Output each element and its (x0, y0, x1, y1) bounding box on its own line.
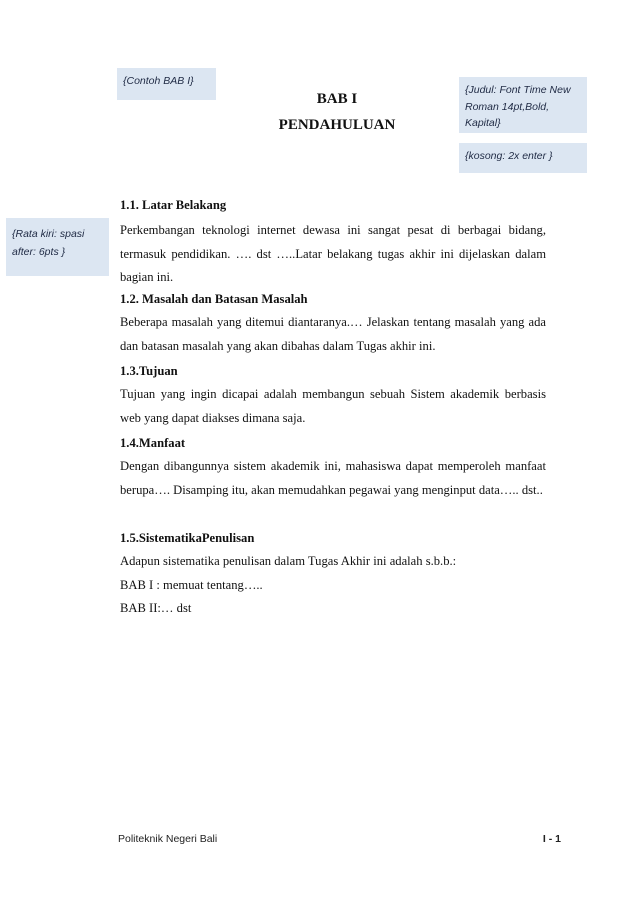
section-sistematika (120, 526, 546, 621)
note-contoh-bab: {Contoh BAB I} (117, 68, 216, 100)
section-paragraph: Dengan dibangunnya sistem akademik ini, mahasiswa dapat memperoleh manfaat berupa…. Disamping itu, akan memudahkan pegawai yang menginput data….. dst.. (120, 459, 546, 497)
section-list-item: BAB II:… dst (120, 601, 192, 616)
section-heading: 1.4.Manfaat (120, 436, 186, 450)
section-tujuan (120, 359, 546, 430)
section-heading: 1.1. Latar Belakang (120, 198, 227, 212)
footer-institution: Politeknik Negeri Bali (118, 833, 218, 845)
section-heading: 1.3.Tujuan (120, 364, 178, 378)
note-judul-format: {Judul: Font Time New Roman 14pt,Bold, Kapital} (459, 77, 587, 133)
section-heading: 1.5.SistematikaPenulisan (120, 531, 255, 545)
section-paragraph: Beberapa masalah yang ditemui diantaranya.… Jelaskan tentang masalah yang ada dan batasan masalah yang akan dibahas dalam Tugas akhir ini. (120, 315, 546, 353)
section-latar-belakang (120, 193, 546, 290)
section-paragraph: Perkembangan teknologi internet dewasa ini sangat pesat di berbagai bidang, termasuk pendidikan. …. dst …..Latar belakang tugas akhir ini dijelaskan dalam bagian ini. (120, 223, 546, 285)
note-kosong-enter: {kosong: 2x enter } (459, 143, 587, 173)
footer-page-number: I - 1 (542, 833, 561, 845)
section-masalah (120, 287, 546, 358)
chapter-title: PENDAHULUAN (278, 117, 396, 133)
chapter-number: BAB I (316, 91, 358, 107)
page-footer (118, 833, 561, 845)
section-list-item: BAB I : memuat tentang….. (120, 577, 263, 592)
section-paragraph: Tujuan yang ingin dicapai adalah membangun sebuah Sistem akademik berbasis web yang dapat diakses dimana saja. (120, 387, 546, 425)
section-manfaat (120, 431, 546, 502)
section-heading: 1.2. Masalah dan Batasan Masalah (120, 292, 308, 306)
note-rata-kiri: {Rata kiri: spasi after: 6pts } (6, 218, 109, 276)
section-paragraph: Adapun sistematika penulisan dalam Tugas Akhir ini adalah s.b.b.: (120, 554, 457, 568)
